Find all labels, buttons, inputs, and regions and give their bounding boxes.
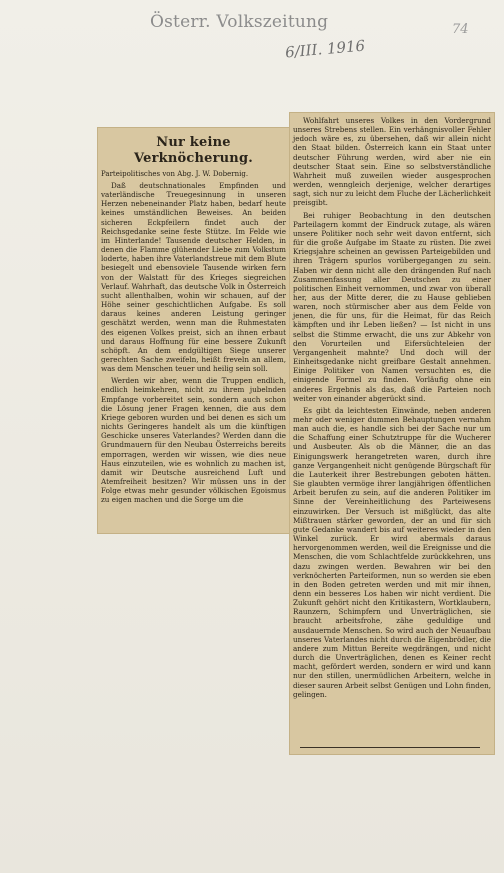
paragraph: Daß deutschnationales Empfinden und vaterländische Treuegesinnung in unseren Herzen nebeneinander Platz haben, bedarf heute keines umständlichen Beweises. An beiden sicheren Eckpfeilern findet auch der Reichsgedanke seine feste Stütze. Im Felde wie im Hinterlande! Tausende deutscher Helden, in denen die Flamme glühender Liebe zum Volkstum loderte, haben ihre Vaterlandstreue mit dem Blute besiegelt und ebensoviele Tausende wirken fern von der Walstatt für des Krieges siegreichen Verlauf. Wahrhaft, das deutsche Volk in Österreich sucht allenthalben, wohin wir schauen, auf der Höhe seiner geschichtlichen Aufgabe. Es soll daraus keines anderen Leistung geringer geschätzt werden, wenn man die Ruhmestaten des eigenen Volkes preist, sich an ihnen erbaut und daraus Hoffnung für eine bessere Zukunft schöpft. An dem endgültigen Siege unserer gerechten Sache zweifeln, heißt freveln an allem, was dem Menschen teuer und heilig sein soll. xyxy=(101,181,286,374)
paragraph: Werden wir aber, wenn die Truppen endlich, endlich heimkehren, nicht zu ihrem jubelnden Empfange vorbereitet sein, sondern auch schon die Lösung jener Fragen kennen, die aus dem Kriege geboren wurden und bei denen es sich um nichts Geringeres handelt als um die künftigen Geschicke unseres Vaterlandes? Werden dann die Grundmauern für den Neubau Österreichs bereits emporragen, werden wir wissen, wie dies neue Haus einzuteilen, wie es wohnlich zu machen ist, damit wir Deutsche ausreichend Luft und Atemfreiheit besitzen? Wir müssen uns in der Folge etwas mehr gesunder völkischen Egoismus zu eigen machen und die Sorge um die xyxy=(101,376,286,505)
paragraph: Wohlfahrt unseres Volkes in den Vordergrund unseres Strebens stellen. Ein verhängnisvoller Fehler jedoch wäre es, zu übersehen, daß wir allein nicht den Staat bilden. Österreich kann ein Staat unter deutscher Führung werden, wird aber nie ein deutscher Staat sein. Eine so selbstverständliche Wahrheit muß zuweilen wieder ausgesprochen werden, wenngleich derjenige, welcher derartiges sagt, sich nur zu leicht dem Fluche der Lächerlichkeit preisgibt. xyxy=(293,116,491,208)
article-end-rule xyxy=(300,747,480,748)
article-right-column xyxy=(293,116,491,699)
paragraph: Es gibt da leichtesten Einwände, neben anderen mehr oder weniger dummen Behauptungen vernahm man auch die, es handle sich bei der Sache nur um die Schaffung einer Schutztruppe für die Wucherer und Ausbeuter. Als ob die Männer, die an das Einigungswerk herangetreten waren, durch ihre ganze Vergangenheit nicht genügende Bürgschaft für die Lauterkeit ihrer Bestrebungen geboten hätten. Sie glaubten vermöge ihrer langjährigen öffentlichen Arbeit berufen zu sein, auf die anderen Politiker im Sinne der Vereinheitlichung des Parteiwesens einzuwirken. Der Versuch ist mißglückt, das alte Mißtrauen stärker geworden, der an und für sich gute Gedanke wandert bis auf weiteres wieder in den Winkel zurück. Er wird abermals daraus hervorgenommen werden, weil die Ereignisse und die Menschen, die vom Schlachtfelde zurückkehren, uns dazu zwingen werden. Bewahren wir bei den verknöcherten Parteiformen, nun so werden sie eben in den Boden getreten werden und mit mir ihnen, denn ein besseres Los haben wir nicht verdient. Die Zukunft gehört nicht den Kritikastern, Wortklaubern, Raunzern, Schimpfern und Unverträglichen, sie braucht arbeitsfrohe, zähe geduldige und ausdauernde Menschen. So wird auch der Neuaufbau unseres Vaterlandes nicht durch die Eigenbrödler, die andere zum Mittun Bereite wegdrängen, und nicht durch die Unverträglichen, denen es Keiner recht macht, gefördert werden, sondern er wird und kann nur den stillen, unermüdlichen Arbeitern, welche in dieser sauren Arbeit selbst Genügen und Lohn finden, gelingen. xyxy=(293,405,491,699)
article-left-column xyxy=(101,131,286,504)
article-byline: Parteipolitisches von Abg. J. W. Dobernig. xyxy=(101,170,249,178)
article-headline: Nur keine Verknöcherung. xyxy=(134,135,253,166)
archive-page-number: 74 xyxy=(452,22,469,37)
newspaper-title-stamp: Österr. Volkszeitung xyxy=(150,12,329,32)
paragraph: Bei ruhiger Beobachtung in den deutschen Parteilagern kommt der Eindruck zutage, als wären unsere Politiker noch sehr weit davon entfernt, sich für die große Aufgabe im Staate zu rüsten. Die zwei Kriegsjahre scheinen an gewissen Parteigebilden und ihren Trägern spurlos vorübergegangen zu sein. Haben wir denn nicht alle den drängenden Ruf nach Zusammenfassung aller Deutschen zu einer politischen Einheit vernommen, und zwar von überall her, aus der Mitte derer, die zu Hause geblieben waren, noch stürmischer aber aus dem Felde von jenen, die für uns, für die Heimat, für das Reich kämpften und ihr Leben ließen? — Ist nicht in uns selbst die Stimme erwacht, die uns zur Abkehr von den Vorurteilen und Eifersüchteleien der Vergangenheit mahnte? Und doch will der Einheitsgedanke nicht greifbare Gestalt annehmen. Einige Politiker von Namen versuchten es, die einigende Formel zu finden. Vorläufig ohne ein anderes Ergebnis als das, daß die Parteien noch weiter von einander abgerückt sind. xyxy=(293,210,491,403)
handwritten-date: 6/III. 1916 xyxy=(284,36,366,62)
